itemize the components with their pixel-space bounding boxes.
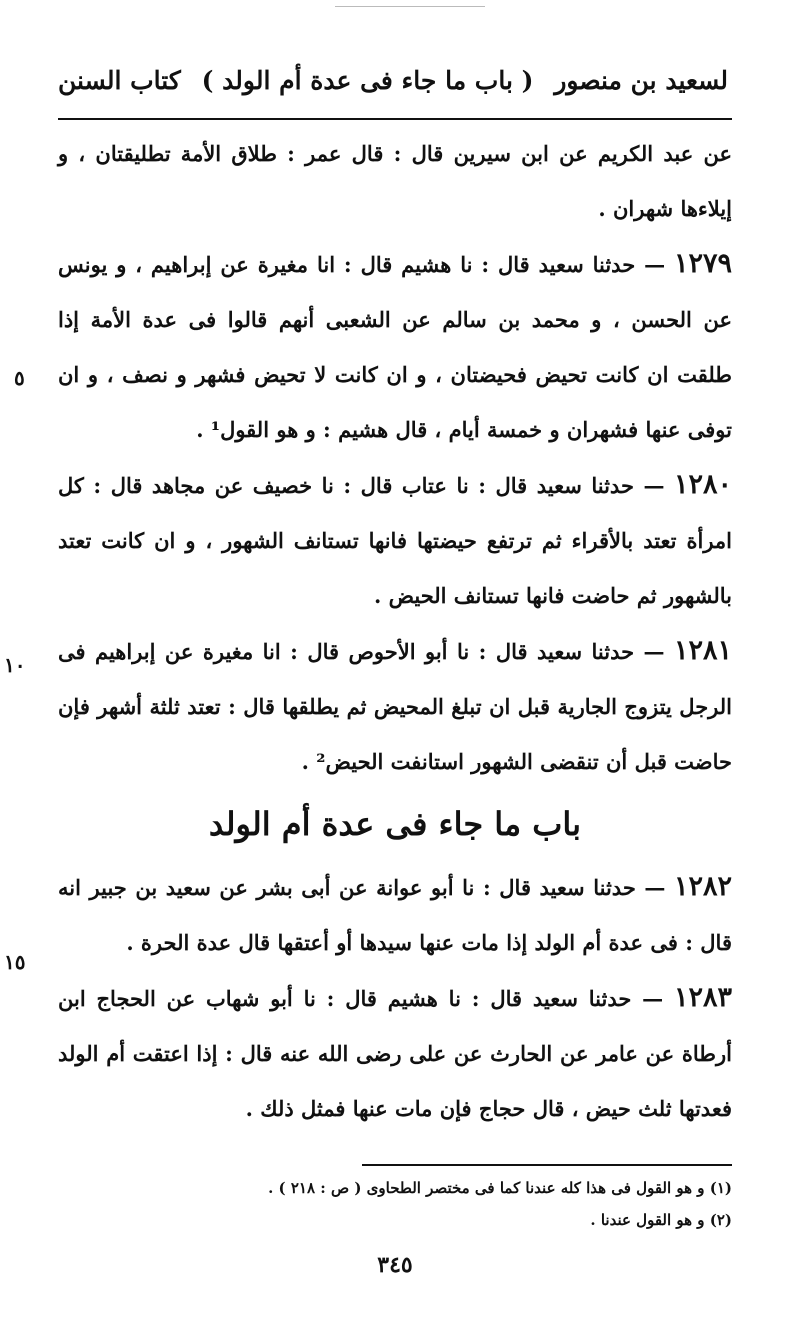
main-text — [58, 126, 732, 1136]
hadith-paragraph — [58, 457, 732, 623]
header-author: لسعيد بن منصور — [554, 65, 728, 95]
line-number-5: ٥ — [14, 366, 25, 390]
paragraph — [58, 126, 732, 236]
hadith-number: ١٢٧٩ — [673, 248, 732, 279]
footnote-1: (١) و هو القول فى هذا كله عندنا كما فى مختصر الطحاوى ( ص : ٢١٨ ) . — [268, 1179, 732, 1197]
hadith-text: — حدثنا سعيد قال : نا أبو الأحوص قال : انا مغيرة عن إبراهيم فى الرجل يتزوج الجارية قبل ان تبلغ المحيض ثم يطلقها قال : تعتد ثلثة أشهر فإن حاضت قبل أن تنقضى الشهور استانفت الحيض² . — [58, 639, 732, 774]
hadith-number: ١٢٨٣ — [673, 982, 732, 1013]
chapter-heading: باب ما جاء فى عدة أم الولد — [208, 805, 582, 843]
footnotes — [58, 1172, 732, 1236]
hadith-text: — حدثنا سعيد قال : نا هشيم قال : انا مغيرة عن إبراهيم ، و يونس عن الحسن ، و محمد بن سالم عن الشعبى أنهم قالوا فى عدة الأمة إذا طلقت ان كانت تحيض فحيضتان ، و ان كانت لا تحيض فشهر و نصف ، و ان توفى عنها فشهران و خمسة أيام ، قال هشيم : و هو القول¹ . — [58, 252, 732, 442]
running-header — [58, 58, 728, 102]
paragraph-text: عن عبد الكريم عن ابن سيرين قال : قال عمر : طلاق الأمة تطليقتان ، و إيلاءها شهران . — [58, 141, 732, 221]
hadith-paragraph — [58, 236, 732, 457]
hadith-paragraph — [58, 859, 732, 970]
footnote-2: (٢) و هو القول عندنا . — [590, 1211, 732, 1229]
hadith-text: — حدثنا سعيد قال : نا عتاب قال : نا خصيف عن مجاهد قال : كل امرأة تعتد بالأقراء ثم ترتفع حيضتها فانها تستانف الشهور ، و ان كانت تعتد بالشهور ثم حاضت فانها تستانف الحيض . — [58, 473, 732, 608]
header-rule — [58, 118, 732, 120]
top-rule — [335, 6, 485, 7]
header-book-title: كتاب السنن — [58, 65, 181, 95]
line-number-10: ١٠ — [4, 653, 26, 677]
hadith-number: ١٢٨٠ — [673, 469, 732, 500]
hadith-text: — حدثنا سعيد قال : نا أبو عوانة عن أبى بشر عن سعيد بن جبير انه قال : فى عدة أم الولد إذا مات عنها سيدها أو أعتقها قال عدة الحرة . — [58, 875, 732, 955]
line-number-15: ١٥ — [4, 950, 26, 974]
hadith-paragraph — [58, 623, 732, 789]
hadith-paragraph — [58, 970, 732, 1136]
header-chapter-title: ( باب ما جاء فى عدة أم الولد ) — [201, 65, 534, 95]
hadith-number: ١٢٨٢ — [673, 871, 732, 902]
footnote-rule — [362, 1164, 732, 1166]
hadith-number: ١٢٨١ — [673, 635, 732, 666]
hadith-text: — حدثنا سعيد قال : نا هشيم قال : نا أبو شهاب عن الحجاج ابن أرطاة عن عامر عن الحارث عن على رضى الله عنه قال : إذا اعتقت أم الولد فعدتها ثلث حيض ، قال حجاج فإن مات عنها فمثل ذلك . — [58, 986, 732, 1121]
page-number: ٣٤٥ — [377, 1252, 413, 1278]
